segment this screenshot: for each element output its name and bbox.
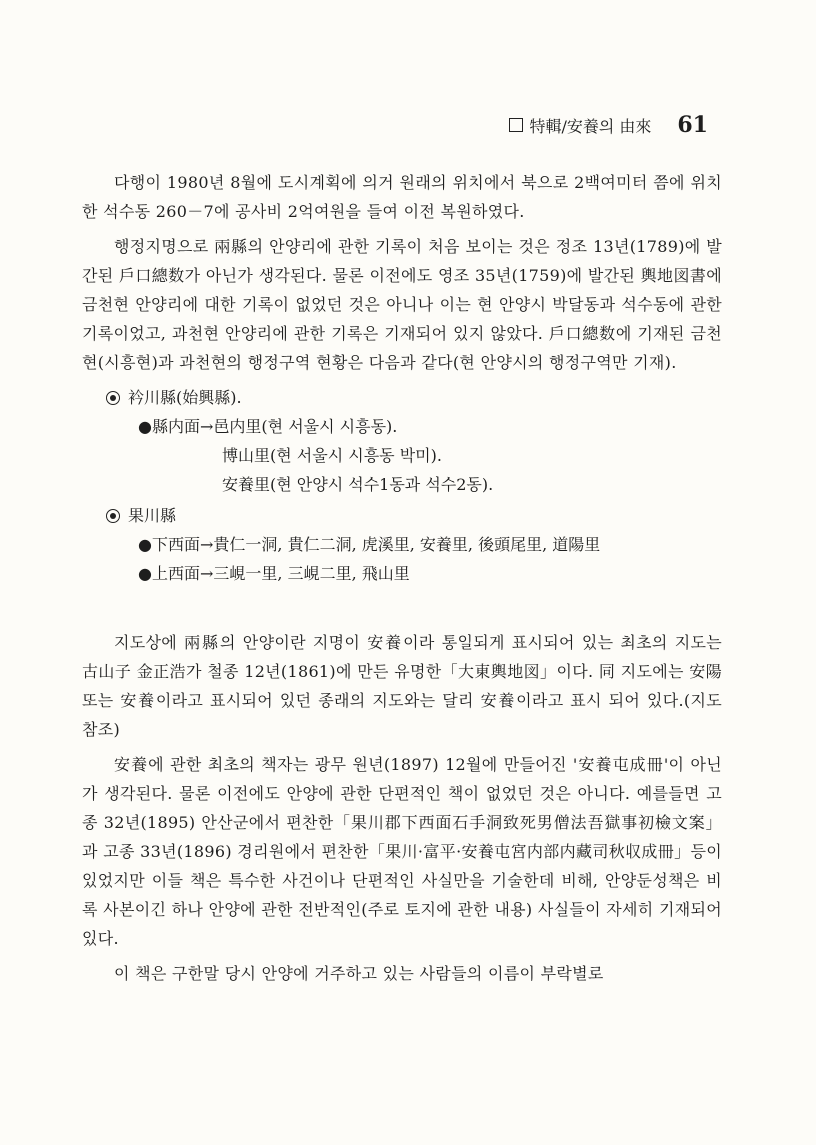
county-heading — [106, 501, 722, 530]
paragraph: 이 책은 구한말 당시 안양에 거주하고 있는 사람들의 이름이 부락별로 — [114, 964, 604, 983]
circle-dot-icon — [106, 509, 120, 523]
list-item — [138, 412, 722, 441]
bullet-icon: ● — [138, 564, 152, 583]
circle-dot-icon — [106, 391, 120, 405]
village-entry: 邑内里(현 서울시 시흥동). — [213, 417, 398, 436]
paragraph: 지도상에 兩縣의 안양이란 지명이 安養이라 통일되게 표시되어 있는 최초의 지도는 古山子 金正浩가 철종 12년(1861)에 만든 유명한「大東輿地図」이다. 同 지도에는 安陽 또는 安養이라고 표시되어 있던 종래의 지도와는 달리 安養이라고 표시 되어 있다.(지도 참조) — [82, 633, 722, 739]
village-entry: 安養里(현 안양시 석수1동과 석수2동). — [222, 475, 494, 494]
paragraph: 安養에 관한 최초의 책자는 광무 원년(1897) 12월에 만들어진 '安養屯成冊'이 아닌가 생각된다. 물론 이전에도 안양에 관한 단편적인 책이 없었던 것은 아니다. 예를들면 고종 32년(1895) 안산군에서 편찬한「果川郡下西面石手洞致死男僧法吾獄事初檢文案」과 고종 33년(1896) 경리원에서 편찬한「果川·富平·安養屯宮内部内藏司秋収成冊」등이 있었지만 이들 책은 특수한 사건이나 단편적인 사실만을 기술한데 비해, 안양둔성책은 비록 사본이긴 하나 안양에 관한 전반적인(주로 토지에 관한 내용) 사실들이 자세히 기재되어 있다. — [82, 755, 722, 948]
list-item — [138, 530, 722, 559]
running-header — [509, 112, 708, 138]
list-item — [138, 559, 722, 588]
page-number: 61 — [677, 112, 708, 138]
county-heading — [106, 383, 722, 412]
village-entry: 博山里(현 서울시 시흥동 박미). — [222, 446, 442, 465]
county-list-2 — [82, 501, 722, 588]
paragraph: 다행이 1980년 8월에 도시계획에 의거 원래의 위치에서 북으로 2백여미터 쯤에 위치한 석수동 260－7에 공사비 2억여원을 들여 이전 복원하였다. — [82, 173, 722, 221]
county-list-1 — [82, 383, 722, 499]
district-entry: 上西面→三峴一里, 三峴二里, 飛山里 — [152, 564, 410, 583]
bullet-icon: ● — [138, 535, 152, 554]
paragraph: 행정지명으로 兩縣의 안양리에 관한 기록이 처음 보이는 것은 정조 13년(1789)에 발간된 戶口總数가 아닌가 생각된다. 물론 이전에도 영조 35년(1759)에 발간된 輿地図書에 금천현 안양리에 대한 기록이 없었던 것은 아니나 이는 현 안양시 박달동과 석수동에 관한 기록이었고, 과천현 안양리에 관한 기록은 기재되어 있지 않았다. 戶口總数에 기재된 금천현(시흥현)과 과천현의 행정구역 현황은 다음과 같다(현 안양시의 행정구역만 기재). — [82, 237, 722, 372]
district-label: 縣内面→ — [152, 417, 214, 436]
page-body — [82, 168, 722, 994]
section-title: 特輯/安養의 由來 — [529, 116, 652, 136]
county-title: 衿川縣(始興縣). — [128, 388, 242, 407]
district-entry: 下西面→貴仁一洞, 貴仁二洞, 虎溪里, 安養里, 後頭尾里, 道陽里 — [152, 535, 601, 554]
list-item — [222, 441, 722, 470]
county-title: 果川縣 — [128, 506, 177, 525]
bullet-icon: ● — [138, 417, 152, 436]
square-box-icon — [509, 118, 523, 132]
section-label — [509, 114, 651, 137]
list-item — [222, 470, 722, 499]
